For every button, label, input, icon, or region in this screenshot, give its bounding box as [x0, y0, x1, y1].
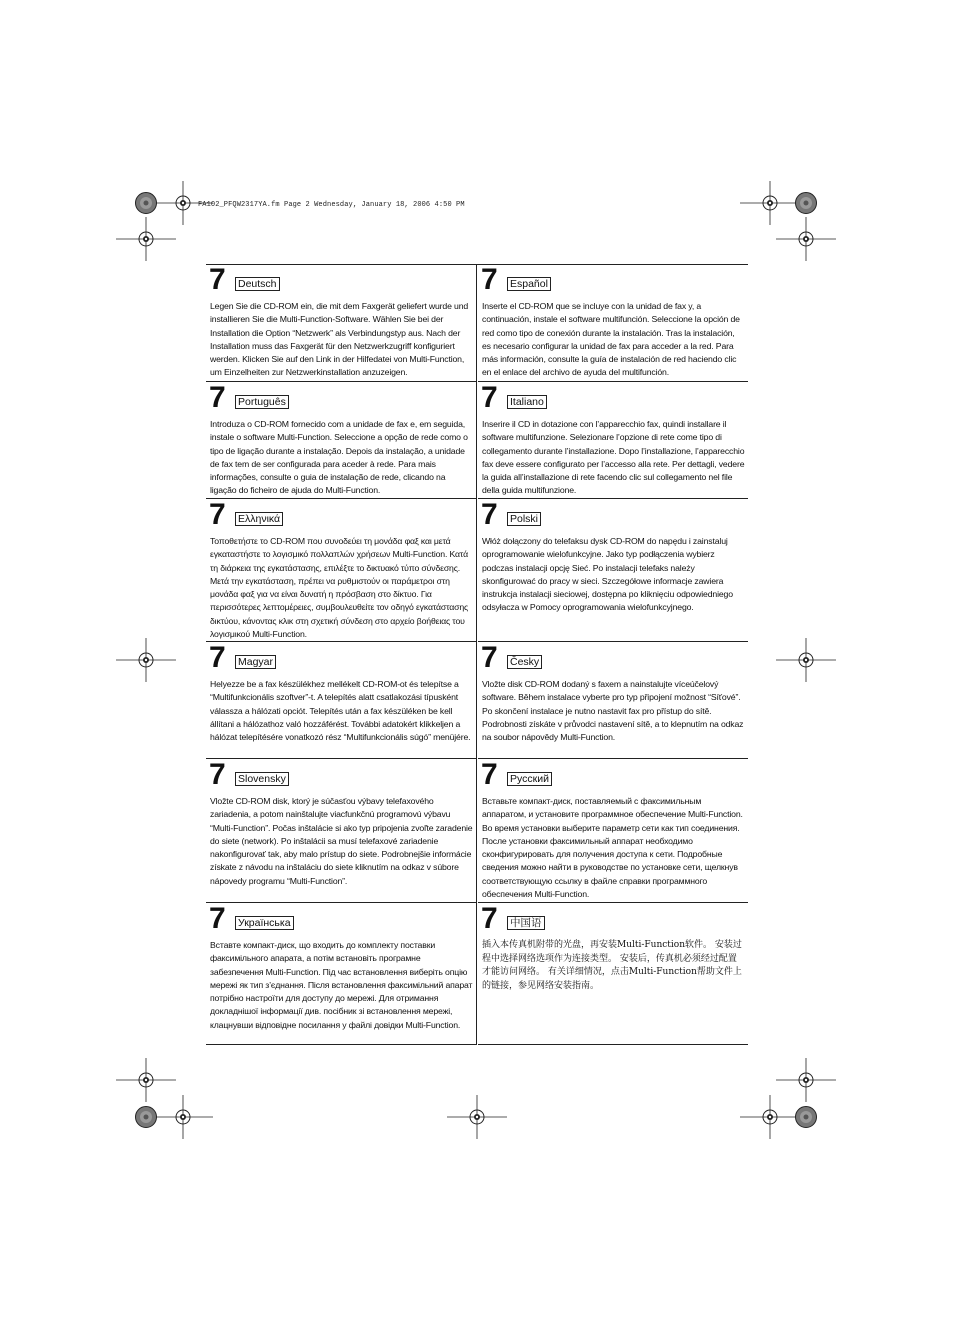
- section-russkiy: [478, 759, 748, 903]
- language-label: Magyar: [235, 655, 276, 669]
- crosshair-registration-mark-icon: [153, 1087, 213, 1147]
- section-text: 插入本传真机附带的光盘，再安装Multi-Function软件。 安装过程中选择网络选项作为连接类型。 安装后，传真机必须经过配置才能访问网络。 有关详细情况，点击Multi-Function帮助文件上的链接，参见网络安装指南。: [482, 940, 742, 991]
- language-label: Italiano: [507, 395, 547, 409]
- step-number: 7: [481, 498, 498, 531]
- shaded-circle-target-icon: [134, 1105, 158, 1129]
- instruction-grid: [206, 264, 748, 1045]
- step-number: 7: [481, 381, 498, 414]
- section-magyar: [206, 642, 477, 759]
- step-number: 7: [209, 902, 226, 935]
- language-label: Русский: [507, 772, 552, 786]
- section-text: Inserire il CD in dotazione con l’apparecchio fax, quindi installare il software multifunzione. Selezionare l’opzione di rete come tipo di collegamento durante l’installazione. Dopo l’installazione, l’apparecchio fax deve essere configurato per l’accesso alla rete. Per dettagli, vedere la guida all’installazione di rete facendo clic sul collegamento nel file della guida multifunzione.: [482, 419, 745, 496]
- step-number: 7: [481, 902, 498, 935]
- section-ukrainska: [206, 903, 477, 1045]
- section-italiano: [478, 382, 748, 499]
- section-text: Вставьте компакт-диск, поставляемый с факсимильным аппаратом, и установите программное обеспечение Multi-Function. Во время установки выберите параметр сети как тип соединения. После установки факсимильный аппарат необходимо сконфигурировать для получения доступа к сети. Подробные сведения можно найти в руководстве по установке сети, щелкнув соответствующую ссылку в файле справки программного обеспечения Multi-Function.: [482, 796, 743, 900]
- section-cesky: [478, 642, 748, 759]
- shaded-circle-target-icon: [794, 1105, 818, 1129]
- section-text: Helyezze be a fax készülékhez mellékelt CD-ROM-ot és telepítse a “Multifunkcionális szoftver”-t. A telepítés alatt csatlakozási típusként válassza a hálózati opciót. Telepítés után a fax készüléken be kell állítani a hálózathoz való hozzáférést. További adatokért klikkeljen a hálózat telepítésére vonatkozó rész “Multifunkcionális súgó” menüjére.: [210, 679, 471, 743]
- section-text: Вставте компакт-диск, що входить до комплекту поставки факсимільного апарата, а потім встановіть програмне забезпечення Multi-Function. Під час встановлення виберіть опцію мережі як тип з’єднання. Після встановлення факсимільний апарат потрібно настроїти для доступу до мережі. Для отримання докладнішої інформації див. посібник зі встановлення мережі, клацнувши відповідне посилання у файлі довідки Multi-Function.: [210, 940, 473, 1030]
- section-text: Vložte CD-ROM disk, ktorý je súčasťou výbavy telefaxového zariadenia, a potom nainštalujte viacfunkčnú programovú výbavu “Multi-Function”. Počas inštalácie si ako typ pripojenia zvoľte zaradenie do siete (network). Po inštalácii sa musí telefaxové zariadenie nakonfigurovať tak, aby malo prístup do siete. Podrobnejšie informácie získate z návodu na inštaláciu do siete kliknutím na odkaz v súbore nápovedy programu “Multi-Function”.: [210, 796, 473, 886]
- crosshair-registration-mark-icon: [776, 209, 836, 269]
- file-header-line: FA102_PFQW2317YA.fm Page 2 Wednesday, January 18, 2006 4:50 PM: [198, 201, 465, 209]
- language-label: Español: [507, 277, 551, 291]
- language-label: Ελληνικά: [235, 512, 283, 526]
- section-text: Vložte disk CD-ROM dodaný s faxem a nainstalujte víceúčelový software. Během instalace vyberte pro typ připojení možnost “Síťové”. Po skončení instalace je nutno nastavit fax pro přístup do sítě. Podrobnosti získáte v průvodci nastavení sítě, a to klepnutím na odkaz na soubor nápovědy Multi-Function.: [482, 679, 744, 743]
- language-label: Українська: [235, 916, 294, 930]
- language-label: Slovensky: [235, 772, 289, 786]
- step-number: 7: [481, 758, 498, 791]
- section-polski: [478, 499, 748, 642]
- language-label: Česky: [507, 655, 542, 669]
- section-text: Introduza o CD-ROM fornecido com a unidade de fax e, em seguida, instale o software Multi-Function. Seleccione a opção de rede como o tipo de ligação durante a instalação. Depois da instalação, a unidade de fax tem de ser configurada para aceder à rede. Para mais informações, consulte o guia de instalação de rede, clicando na ligação do ficheiro de ajuda do Multi-Function.: [210, 419, 468, 496]
- section-espanol: [478, 264, 748, 382]
- shaded-circle-target-icon: [794, 191, 818, 215]
- step-number: 7: [209, 263, 226, 296]
- step-number: 7: [209, 381, 226, 414]
- section-text: Τοποθετήστε το CD-ROM που συνοδεύει τη μονάδα φαξ και μετά εγκαταστήστε το λογισμικό πολλαπλών χρήσεων Multi-Function. Κατά τη διάρκεια της εγκατάστασης, επιλέξτε το δικτυακό τύπο σύνδεσης. Μετά την εγκατάσταση, πρέπει να ρυθμιστούν οι παράμετροι στη μονάδα φαξ για να είναι δυνατή η πρόσβαση στο δίκτυο. Για περισσότερες λεπτομέρειες, συμβουλευθείτε τον οδηγό εγκατάστασης δικτύου, κάνοντας κλικ στη σχετική σύνδεση στο αρχείο βοήθειας του λογισμικού Multi-Function.: [210, 536, 469, 640]
- section-deutsch: [206, 264, 477, 382]
- language-label: Deutsch: [235, 277, 280, 291]
- crosshair-registration-mark-icon: [116, 209, 176, 269]
- step-number: 7: [209, 758, 226, 791]
- step-number: 7: [481, 641, 498, 674]
- section-text: Włóż dołączony do telefaksu dysk CD-ROM do napędu i zainstaluj oprogramowanie wielofunkcyjne. Jako typ podłączenia wybierz podczas instalacji opcję Sieć. Po instalacji telefaks należy skonfigurować do pracy w sieci. Szczegółowe informacje zawiera instrukcja instalacji sieciowej, dostępna po kliknięciu odpowiedniego odsyłacza w Pomocy oprogramowania wielofunkcyjnego.: [482, 536, 733, 613]
- section-text: Legen Sie die CD-ROM ein, die mit dem Faxgerät geliefert wurde und installieren Sie die Multi-Function-Software. Wählen Sie bei der Installation die Option “Netzwerk” als Verbindungstyp aus. Nach der Installation muss das Faxgerät für den Netzwerkzugriff konfiguriert werden. Klicken Sie auf den Link in der Hilfedatei von Multi-Function, um Einzelheiten zur Netzwerkinstallation anzuzeigen.: [210, 301, 469, 378]
- section-chinese: [478, 903, 748, 1045]
- step-number: 7: [209, 498, 226, 531]
- step-number: 7: [209, 641, 226, 674]
- section-ellinika: [206, 499, 477, 642]
- section-slovensky: [206, 759, 477, 903]
- language-label: Polski: [507, 512, 541, 526]
- step-number: 7: [481, 263, 498, 296]
- shaded-circle-target-icon: [134, 191, 158, 215]
- section-text: Inserte el CD-ROM que se incluye con la unidad de fax y, a continuación, instale el software multifunción. Seleccione la opción de red como tipo de conexión durante la instalación. Tras la instalación, es necesario configurar la unidad de fax para acceder a la red. Para más información, consulte la guía de instalación de red haciendo clic en el enlace del archivo de ayuda del multifunción.: [482, 301, 740, 378]
- crosshair-registration-mark-icon: [776, 630, 836, 690]
- crosshair-registration-mark-icon: [740, 1087, 800, 1147]
- crosshair-registration-mark-icon: [447, 1087, 507, 1147]
- language-label: 中国语: [507, 916, 545, 930]
- language-label: Português: [235, 395, 289, 409]
- crosshair-registration-mark-icon: [116, 630, 176, 690]
- section-portugues: [206, 382, 477, 499]
